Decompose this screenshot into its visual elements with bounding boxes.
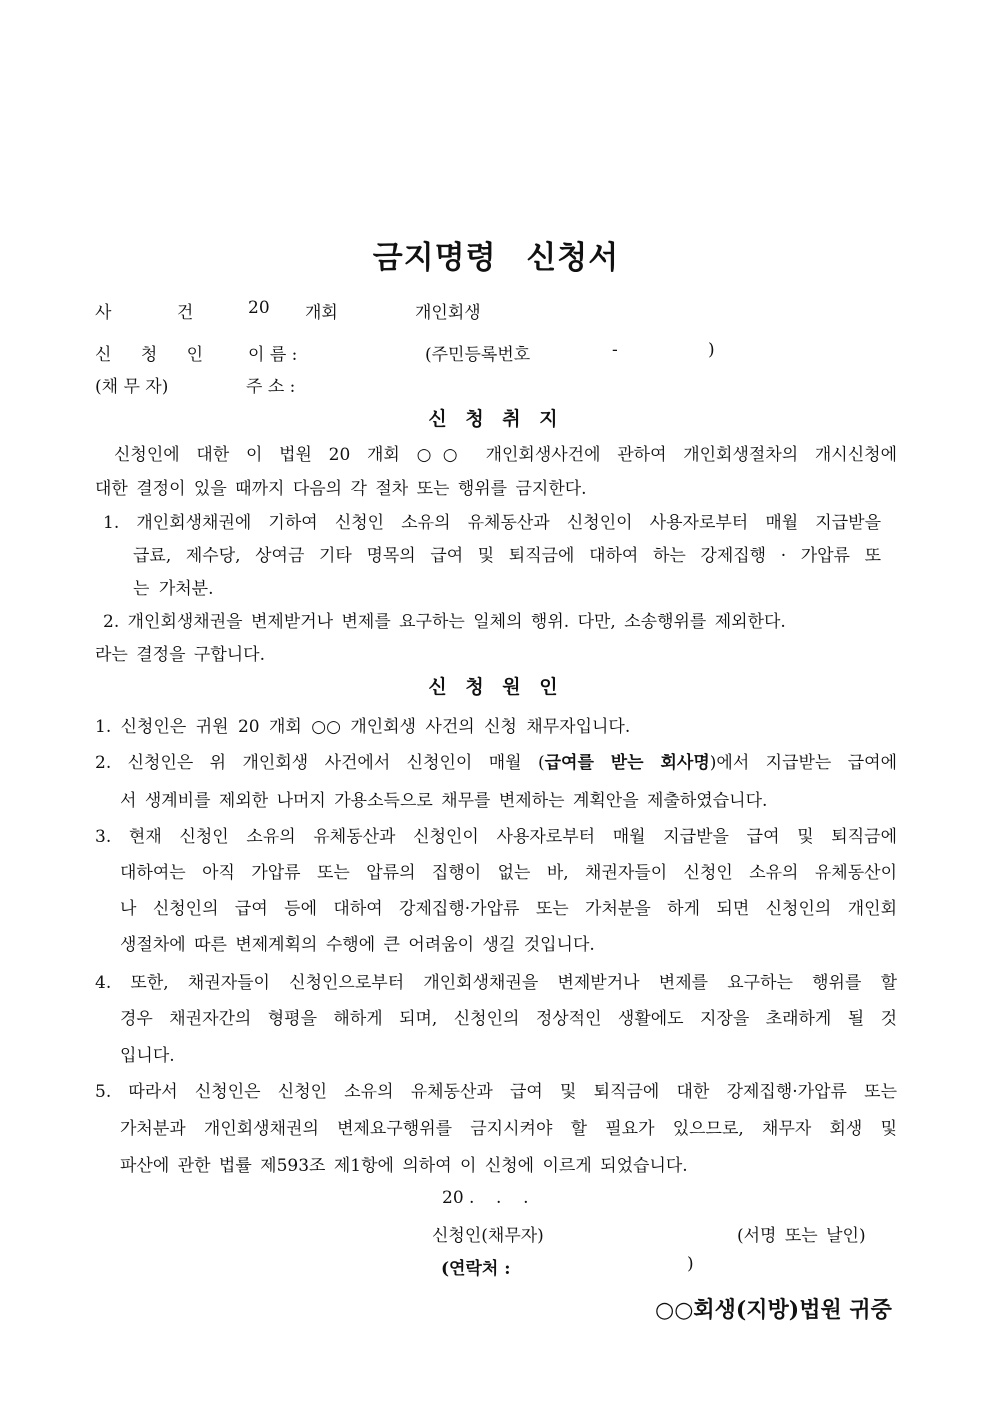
reason2-line2: 서 생계비를 제외한 나머지 가용소득으로 채무를 변제하는 계획안을 제출하였습니다. xyxy=(120,791,768,811)
reason4-line1: 4. 또한, 채권자들이 신청인으로부터 개인회생채권을 변제받거나 변제를 요구하는 행위를 할 xyxy=(95,973,897,993)
purpose-intro-line1: 신청인에 대한 이 법원 20 개회 ○○ 개인회생사건에 관하여 개인회생절차의 개시신청에 xyxy=(114,445,897,465)
reason5-line1: 5. 따라서 신청인은 신청인 소유의 유체동산과 급여 및 퇴직금에 대한 강제집행·가압류 또는 xyxy=(95,1082,897,1102)
signer-label: 신청인(채무자) xyxy=(432,1226,544,1246)
id-number-close: ) xyxy=(708,340,715,360)
reason5-line3: 파산에 관한 법률 제593조 제1항에 의하여 이 신청에 이르게 되었습니다. xyxy=(120,1156,688,1176)
purpose-item1-line2: 급료, 제수당, 상여금 기타 명목의 급여 및 퇴직금에 대하여 하는 강제집행 · 가압류 또 xyxy=(133,546,881,566)
reason2-line1 xyxy=(95,748,897,773)
reason2-line1-end: )에서 지급받는 급여에 xyxy=(709,753,897,773)
purpose-closing: 라는 결정을 구합니다. xyxy=(95,645,266,665)
reason1-line1: 1. 신청인은 귀원 20 개회 ○○ 개인회생 사건의 신청 채무자입니다. xyxy=(95,717,631,737)
reason2-line1-start: 2. 신청인은 위 개인회생 사건에서 신청인이 매월 ( xyxy=(95,753,545,773)
reason3-line1: 3. 현재 신청인 소유의 유체동산과 신청인이 사용자로부터 매월 지급받을 급여 및 퇴직금에 xyxy=(95,827,897,847)
contact-label: (연락처 : xyxy=(441,1259,511,1279)
purpose-item1-line1: 1. 개인회생채권에 기하여 신청인 소유의 유체동산과 신청인이 사용자로부터 매월 지급받을 xyxy=(103,513,881,533)
page-title: 금지명령 신청서 xyxy=(372,240,620,276)
reasons-heading: 신 청 원 인 xyxy=(428,676,564,698)
id-number-dash: - xyxy=(612,340,618,360)
id-number-open: (주민등록번호 xyxy=(425,345,531,365)
case-label: 사 건 xyxy=(95,303,224,323)
reason2-company-placeholder: 급여를 받는 회사명 xyxy=(544,753,710,773)
purpose-intro-line2: 대한 결정이 있을 때까지 다음의 각 절차 또는 행위를 금지한다. xyxy=(95,479,587,499)
case-year: 20 xyxy=(248,298,270,318)
purpose-item2-line1: 2. 개인회생채권을 변제받거나 변제를 요구하는 일체의 행위. 다만, 소송행위를 제외한다. xyxy=(103,612,786,632)
reason3-line3: 나 신청인의 급여 등에 대하여 강제집행·가압류 또는 가처분을 하게 되면 신청인의 개인회 xyxy=(120,899,897,919)
court-addressee: ○○회생(지방)법원 귀중 xyxy=(655,1297,892,1323)
reason4-line3: 입니다. xyxy=(120,1046,175,1066)
purpose-heading: 신 청 취 지 xyxy=(428,408,564,430)
purpose-item1-line3: 는 가처분. xyxy=(133,579,214,599)
applicant-label: 신 청 인 xyxy=(95,345,216,365)
address-label: 주 소 : xyxy=(246,377,296,397)
reason5-line2: 가처분과 개인회생채권의 변제요구행위를 금지시켜야 할 필요가 있으므로, 채무자 회생 및 xyxy=(120,1119,897,1139)
applicant-sub-label: (채 무 자) xyxy=(95,377,169,397)
reason3-line4: 생절차에 따른 변제계획의 수행에 큰 어려움이 생길 것입니다. xyxy=(120,935,595,955)
reason3-line2: 대하여는 아직 가압류 또는 압류의 집행이 없는 바, 채권자들이 신청인 소유의 유체동산이 xyxy=(120,863,897,883)
signature-note: (서명 또는 날인) xyxy=(737,1226,866,1246)
case-number-suffix: 개회 xyxy=(305,303,338,323)
name-label: 이 름 : xyxy=(248,345,298,365)
case-type: 개인회생 xyxy=(415,303,481,323)
contact-close: ) xyxy=(687,1254,694,1274)
reason4-line2: 경우 채권자간의 형평을 해하게 되며, 신청인의 정상적인 생활에도 지장을 초래하게 될 것 xyxy=(120,1009,897,1029)
filing-date: 20 . . . xyxy=(442,1188,529,1208)
